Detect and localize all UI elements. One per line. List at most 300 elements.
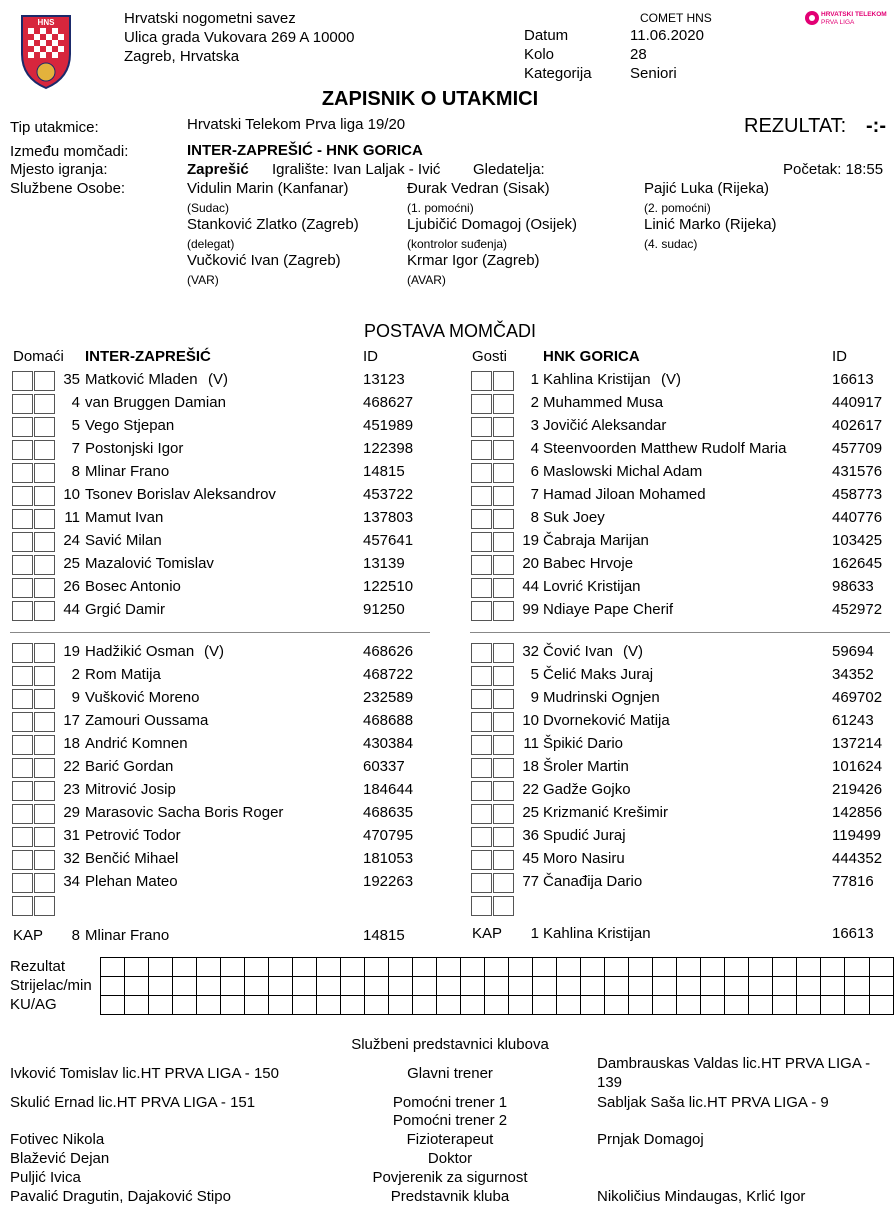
player-id: 431576 bbox=[832, 463, 883, 480]
score-grid-cell[interactable] bbox=[557, 996, 581, 1015]
score-grid-cell[interactable] bbox=[749, 996, 773, 1015]
score-grid-cell[interactable] bbox=[293, 977, 317, 996]
score-grid-cell[interactable] bbox=[533, 958, 557, 977]
score-grid-cell[interactable] bbox=[461, 958, 485, 977]
score-grid-cell[interactable] bbox=[797, 996, 821, 1015]
score-grid-cell[interactable] bbox=[101, 958, 125, 977]
player-mark: (V) bbox=[204, 643, 224, 660]
player-id: 440776 bbox=[832, 509, 883, 526]
score-grid-cell[interactable] bbox=[173, 958, 197, 977]
score-grid-cell[interactable] bbox=[197, 977, 221, 996]
score-grid-cell[interactable] bbox=[221, 958, 245, 977]
player-checkbox[interactable] bbox=[471, 712, 492, 732]
player-id: 162645 bbox=[832, 555, 883, 572]
player-id: 13123 bbox=[363, 371, 405, 388]
player-checkbox[interactable] bbox=[12, 578, 33, 598]
player-number: 23 bbox=[63, 781, 80, 798]
score-grid-cell[interactable] bbox=[437, 996, 461, 1015]
player-number: 9 bbox=[71, 689, 80, 706]
score-grid-cell[interactable] bbox=[125, 977, 149, 996]
score-grid-cell[interactable] bbox=[269, 958, 293, 977]
player-number: 5 bbox=[530, 666, 539, 683]
player-id: 184644 bbox=[363, 781, 414, 798]
home-team-name: INTER-ZAPREŠIĆ bbox=[85, 348, 211, 365]
player-id: 91250 bbox=[363, 601, 405, 618]
player-checkbox[interactable] bbox=[12, 440, 33, 460]
score-grid-cell[interactable] bbox=[485, 996, 509, 1015]
player-number: 3 bbox=[530, 417, 539, 434]
player-number: 10 bbox=[63, 486, 80, 503]
player-name: Savić Milan bbox=[85, 532, 162, 549]
player-checkbox[interactable] bbox=[12, 850, 33, 870]
player-id: 119499 bbox=[832, 827, 881, 844]
rep-home: Puljić Ivica bbox=[10, 1169, 81, 1186]
rep-away: Dambrauskas Valdas lic.HT PRVA LIGA - 139 bbox=[597, 1055, 871, 1091]
player-id: 101624 bbox=[832, 758, 883, 775]
score-grid-cell[interactable] bbox=[653, 958, 677, 977]
player-number: 44 bbox=[63, 601, 80, 618]
score-grid-cell[interactable] bbox=[413, 958, 437, 977]
score-grid-cell[interactable] bbox=[365, 977, 389, 996]
score-grid-cell[interactable] bbox=[461, 996, 485, 1015]
player-id: 16613 bbox=[832, 371, 874, 388]
score-grid-cell[interactable] bbox=[869, 958, 894, 977]
player-name: Špikić Dario bbox=[543, 735, 624, 752]
player-id: 181053 bbox=[363, 850, 414, 867]
score-grid-cell[interactable] bbox=[485, 958, 509, 977]
away-id-header: ID bbox=[832, 348, 847, 365]
score-grid-cell[interactable] bbox=[509, 958, 533, 977]
club-reps-title: Službeni predstavnici klubova bbox=[351, 1036, 549, 1053]
player-name: Moro Nasiru bbox=[543, 850, 625, 867]
datum-value: 11.06.2020 bbox=[630, 27, 704, 44]
player-checkbox[interactable] bbox=[34, 896, 55, 916]
player-number: 22 bbox=[63, 758, 80, 775]
player-checkbox[interactable] bbox=[12, 781, 33, 801]
player-name: Grgić Damir bbox=[85, 601, 166, 618]
player-checkbox[interactable] bbox=[12, 486, 33, 506]
official-name: Krmar Igor (Zagreb) bbox=[407, 252, 540, 269]
player-name: Bosec Antonio bbox=[85, 578, 181, 595]
score-grid-cell[interactable] bbox=[677, 977, 701, 996]
player-checkbox[interactable] bbox=[12, 827, 33, 847]
player-name: Tsonev Borislav Aleksandrov bbox=[85, 486, 276, 503]
score-grid-cell[interactable] bbox=[581, 977, 605, 996]
official-role: (Sudac) bbox=[187, 201, 230, 215]
score-grid-cell[interactable] bbox=[701, 996, 725, 1015]
score-grid-cell[interactable] bbox=[197, 958, 221, 977]
grid-label-strijelac: Strijelac/min bbox=[10, 977, 92, 994]
away-kap-id: 16613 bbox=[832, 925, 874, 942]
official-role: (2. pomoćni) bbox=[644, 201, 711, 215]
home-kap-num: 8 bbox=[71, 927, 80, 944]
player-number: 77 bbox=[522, 873, 539, 890]
score-grid-cell[interactable] bbox=[581, 958, 605, 977]
rep-role: Pomoćni trener 2 bbox=[392, 1112, 508, 1129]
score-grid-cell[interactable] bbox=[773, 977, 797, 996]
score-grid-cell[interactable] bbox=[845, 977, 869, 996]
score-grid-cell[interactable] bbox=[317, 958, 341, 977]
score-grid-cell[interactable] bbox=[725, 958, 749, 977]
rep-role: Doktor bbox=[427, 1150, 473, 1167]
official-name: Linić Marko (Rijeka) bbox=[644, 216, 777, 233]
score-grid-cell[interactable] bbox=[509, 977, 533, 996]
score-grid-cell[interactable] bbox=[269, 977, 293, 996]
score-grid-cell[interactable] bbox=[317, 996, 341, 1015]
player-id: 34352 bbox=[832, 666, 874, 683]
system-label: COMET HNS bbox=[640, 11, 712, 25]
score-grid-cell[interactable] bbox=[389, 977, 413, 996]
score-grid-cell[interactable] bbox=[437, 977, 461, 996]
score-grid-cell[interactable] bbox=[245, 958, 269, 977]
player-id: 402617 bbox=[832, 417, 883, 434]
score-grid-cell[interactable] bbox=[221, 977, 245, 996]
player-id: 453722 bbox=[363, 486, 414, 503]
player-name: Mitrović Josip bbox=[85, 781, 176, 798]
score-grid-cell[interactable] bbox=[677, 996, 701, 1015]
player-checkbox[interactable] bbox=[471, 689, 492, 709]
player-number: 32 bbox=[522, 643, 539, 660]
rep-away: Prnjak Domagoj bbox=[597, 1131, 704, 1148]
player-checkbox[interactable] bbox=[12, 666, 33, 686]
rep-away: Sabljak Saša lic.HT PRVA LIGA - 9 bbox=[597, 1094, 829, 1111]
player-id: 219426 bbox=[832, 781, 883, 798]
score-grid-cell[interactable] bbox=[629, 958, 653, 977]
score-grid-cell[interactable] bbox=[389, 958, 413, 977]
home-label: Domaći bbox=[13, 348, 64, 365]
score-grid-cell[interactable] bbox=[773, 958, 797, 977]
hns-crest-logo bbox=[20, 14, 72, 90]
score-grid-cell[interactable] bbox=[821, 958, 845, 977]
player-number: 99 bbox=[522, 601, 539, 618]
player-id: 470795 bbox=[363, 827, 414, 844]
official-role: (delegat) bbox=[187, 237, 235, 251]
rep-home: Pavalić Dragutin, Dajaković Stipo bbox=[10, 1188, 231, 1205]
player-id: 77816 bbox=[832, 873, 874, 890]
score-grid-cell[interactable] bbox=[293, 958, 317, 977]
lineup-title: POSTAVA MOMČADI bbox=[363, 321, 537, 341]
score-grid-cell[interactable] bbox=[773, 996, 797, 1015]
away-separator bbox=[470, 632, 890, 633]
player-name: Petrović Todor bbox=[85, 827, 181, 844]
org-name: Hrvatski nogometni savez bbox=[124, 10, 296, 27]
player-number: 22 bbox=[522, 781, 539, 798]
sluzbene-label: Službene Osobe: bbox=[10, 180, 126, 197]
player-number: 45 bbox=[522, 850, 539, 867]
score-grid-cell[interactable] bbox=[869, 977, 894, 996]
player-checkbox[interactable] bbox=[12, 712, 33, 732]
rezultat-value: -:- bbox=[866, 115, 886, 137]
player-number: 18 bbox=[522, 758, 539, 775]
rep-home: Fotivec Nikola bbox=[10, 1131, 105, 1148]
player-id: 469702 bbox=[832, 689, 883, 706]
score-grid-cell[interactable] bbox=[797, 977, 821, 996]
player-checkbox[interactable] bbox=[471, 532, 492, 552]
player-number: 10 bbox=[522, 712, 539, 729]
player-name: Dvorneković Matija bbox=[543, 712, 670, 729]
player-id: 192263 bbox=[363, 873, 414, 890]
player-checkbox[interactable] bbox=[471, 735, 492, 755]
player-name: Vego Stjepan bbox=[85, 417, 175, 434]
player-id: 468626 bbox=[363, 643, 414, 660]
home-kap-label: KAP bbox=[13, 927, 44, 944]
kategorija-value: Seniori bbox=[630, 65, 677, 82]
score-grid-cell[interactable] bbox=[869, 996, 894, 1015]
kategorija-label: Kategorija bbox=[524, 65, 592, 82]
home-kap-name: Mlinar Frano bbox=[85, 927, 170, 944]
player-checkbox[interactable] bbox=[12, 735, 33, 755]
score-grid-cell[interactable] bbox=[173, 977, 197, 996]
player-checkbox[interactable] bbox=[471, 873, 492, 893]
score-grid-cell[interactable] bbox=[413, 977, 437, 996]
home-id-header: ID bbox=[363, 348, 378, 365]
player-name: Andrić Komnen bbox=[85, 735, 188, 752]
player-id: 451989 bbox=[363, 417, 414, 434]
player-number: 8 bbox=[71, 463, 80, 480]
score-grid-cell[interactable] bbox=[389, 996, 413, 1015]
player-checkbox[interactable] bbox=[471, 394, 492, 414]
player-number: 6 bbox=[530, 463, 539, 480]
player-name: Hadžikić Osman bbox=[85, 643, 195, 660]
score-grid-cell[interactable] bbox=[557, 977, 581, 996]
player-checkbox[interactable] bbox=[12, 896, 33, 916]
player-name: Plehan Mateo bbox=[85, 873, 178, 890]
score-grid-cell[interactable] bbox=[821, 996, 845, 1015]
grid-label-kuag: KU/AG bbox=[10, 996, 57, 1013]
player-checkbox[interactable] bbox=[12, 804, 33, 824]
score-grid-cell[interactable] bbox=[365, 996, 389, 1015]
score-grid-cell[interactable] bbox=[173, 996, 197, 1015]
player-mark: (V) bbox=[661, 371, 681, 388]
score-grid-cell[interactable] bbox=[605, 958, 629, 977]
player-id: 457641 bbox=[363, 532, 414, 549]
player-checkbox[interactable] bbox=[12, 417, 33, 437]
kolo-label: Kolo bbox=[524, 46, 555, 63]
score-grid-cell[interactable] bbox=[317, 977, 341, 996]
player-checkbox[interactable] bbox=[12, 689, 33, 709]
score-grid-row bbox=[101, 977, 894, 996]
player-number: 19 bbox=[522, 532, 539, 549]
score-grid-cell[interactable] bbox=[677, 958, 701, 977]
player-checkbox[interactable] bbox=[471, 758, 492, 778]
player-checkbox[interactable] bbox=[12, 555, 33, 575]
player-checkbox[interactable] bbox=[12, 394, 33, 414]
score-grid-cell[interactable] bbox=[413, 996, 437, 1015]
score-grid-cell[interactable] bbox=[269, 996, 293, 1015]
player-number: 25 bbox=[63, 555, 80, 572]
player-checkbox[interactable] bbox=[471, 896, 492, 916]
score-grid-cell[interactable] bbox=[101, 996, 125, 1015]
player-id: 232589 bbox=[363, 689, 414, 706]
player-name: Mazalović Tomislav bbox=[85, 555, 214, 572]
org-address: Ulica grada Vukovara 269 A 10000 bbox=[124, 29, 355, 46]
official-role: (VAR) bbox=[187, 273, 219, 287]
player-id: 13139 bbox=[363, 555, 405, 572]
score-grid-cell[interactable] bbox=[797, 958, 821, 977]
score-grid-cell[interactable] bbox=[341, 996, 365, 1015]
official-role: (AVAR) bbox=[407, 273, 446, 287]
player-checkbox[interactable] bbox=[493, 896, 514, 916]
player-checkbox[interactable] bbox=[471, 601, 492, 621]
player-number: 2 bbox=[71, 666, 80, 683]
player-name: Babec Hrvoje bbox=[543, 555, 634, 572]
player-number: 35 bbox=[63, 371, 80, 388]
rep-away: Nikoličius Mindaugas, Krlić Igor bbox=[597, 1188, 806, 1205]
score-grid-cell[interactable] bbox=[149, 996, 173, 1015]
player-name: Krizmanić Krešimir bbox=[543, 804, 669, 821]
player-number: 4 bbox=[530, 440, 539, 457]
score-grid-cell[interactable] bbox=[629, 996, 653, 1015]
score-grid-cell[interactable] bbox=[437, 958, 461, 977]
score-grid-cell[interactable] bbox=[701, 958, 725, 977]
player-id: 61243 bbox=[832, 712, 874, 729]
player-name: Steenvoorden Matthew Rudolf Maria bbox=[543, 440, 787, 457]
score-grid-cell[interactable] bbox=[245, 996, 269, 1015]
away-kap-num: 1 bbox=[530, 925, 539, 942]
score-grid-cell[interactable] bbox=[725, 996, 749, 1015]
player-name: Postonjski Igor bbox=[85, 440, 184, 457]
score-grid-cell[interactable] bbox=[125, 996, 149, 1015]
official-name: Vučković Ivan (Zagreb) bbox=[187, 252, 341, 269]
score-grid-row bbox=[101, 996, 894, 1015]
player-name: Spudić Juraj bbox=[543, 827, 626, 844]
player-id: 468722 bbox=[363, 666, 414, 683]
player-checkbox[interactable] bbox=[471, 417, 492, 437]
player-checkbox[interactable] bbox=[12, 532, 33, 552]
score-grid-cell[interactable] bbox=[221, 996, 245, 1015]
player-name: Marasovic Sacha Boris Roger bbox=[85, 804, 284, 821]
score-grid-cell[interactable] bbox=[509, 996, 533, 1015]
score-grid-cell[interactable] bbox=[749, 977, 773, 996]
player-checkbox[interactable] bbox=[12, 509, 33, 529]
score-grid[interactable] bbox=[100, 957, 894, 1015]
player-name: Čanađija Dario bbox=[543, 873, 643, 890]
score-grid-cell[interactable] bbox=[245, 977, 269, 996]
tip-label: Tip utakmice: bbox=[10, 119, 99, 136]
player-checkbox[interactable] bbox=[12, 873, 33, 893]
player-number: 11 bbox=[523, 735, 539, 752]
player-checkbox[interactable] bbox=[471, 827, 492, 847]
igraliste: Igralište: Ivan Laljak - Ivić bbox=[272, 161, 441, 178]
player-name: Mlinar Frano bbox=[85, 463, 170, 480]
score-grid-cell[interactable] bbox=[653, 977, 677, 996]
pocetak: Početak: 18:55 bbox=[783, 161, 884, 178]
score-grid-cell[interactable] bbox=[557, 958, 581, 977]
player-id: 468635 bbox=[363, 804, 414, 821]
player-name: Čović Ivan bbox=[543, 643, 614, 660]
player-name: Muhammed Musa bbox=[543, 394, 664, 411]
teams-value: INTER-ZAPREŠIĆ - HNK GORICA bbox=[187, 142, 423, 159]
home-kap-id: 14815 bbox=[363, 927, 405, 944]
player-checkbox[interactable] bbox=[12, 758, 33, 778]
score-grid-cell[interactable] bbox=[149, 958, 173, 977]
score-grid-cell[interactable] bbox=[821, 977, 845, 996]
score-grid-cell[interactable] bbox=[341, 958, 365, 977]
player-number: 32 bbox=[63, 850, 80, 867]
player-checkbox[interactable] bbox=[471, 440, 492, 460]
gledatelja: Gledatelja: bbox=[473, 161, 545, 178]
score-grid-cell[interactable] bbox=[293, 996, 317, 1015]
score-grid-cell[interactable] bbox=[533, 977, 557, 996]
player-checkbox[interactable] bbox=[12, 371, 33, 391]
score-grid-cell[interactable] bbox=[725, 977, 749, 996]
player-checkbox[interactable] bbox=[12, 463, 33, 483]
score-grid-cell[interactable] bbox=[605, 977, 629, 996]
official-name: Vidulin Marin (Kanfanar) bbox=[187, 180, 349, 197]
player-name: Ndiaye Pape Cherif bbox=[543, 601, 674, 618]
player-id: 452972 bbox=[832, 601, 883, 618]
score-grid-cell[interactable] bbox=[125, 958, 149, 977]
player-checkbox[interactable] bbox=[471, 486, 492, 506]
player-checkbox[interactable] bbox=[471, 804, 492, 824]
official-name: Đurak Vedran (Sisak) bbox=[407, 180, 550, 197]
player-name: Benčić Mihael bbox=[85, 850, 179, 867]
player-checkbox[interactable] bbox=[12, 643, 33, 663]
score-grid-cell[interactable] bbox=[341, 977, 365, 996]
player-checkbox[interactable] bbox=[471, 371, 492, 391]
izmedu-label: Između momčadi: bbox=[10, 143, 129, 160]
score-grid-cell[interactable] bbox=[629, 977, 653, 996]
away-kap-name: Kahlina Kristijan bbox=[543, 925, 651, 942]
score-grid-cell[interactable] bbox=[845, 958, 869, 977]
player-name: Lovrić Kristijan bbox=[543, 578, 641, 595]
document-title: ZAPISNIK O UTAKMICI bbox=[321, 88, 539, 110]
score-grid-cell[interactable] bbox=[701, 977, 725, 996]
player-checkbox[interactable] bbox=[471, 643, 492, 663]
player-name: Mudrinski Ognjen bbox=[543, 689, 660, 706]
player-checkbox[interactable] bbox=[471, 781, 492, 801]
player-id: 457709 bbox=[832, 440, 883, 457]
tip-value: Hrvatski Telekom Prva liga 19/20 bbox=[187, 116, 406, 133]
score-grid-cell[interactable] bbox=[605, 996, 629, 1015]
score-grid-cell[interactable] bbox=[653, 996, 677, 1015]
player-number: 7 bbox=[71, 440, 80, 457]
player-checkbox[interactable] bbox=[471, 555, 492, 575]
player-id: 59694 bbox=[832, 643, 874, 660]
score-grid-cell[interactable] bbox=[101, 977, 125, 996]
player-checkbox[interactable] bbox=[471, 850, 492, 870]
partner-logo-line-1: HRVATSKI TELEKOM bbox=[821, 11, 887, 18]
player-name: Kahlina Kristijan bbox=[543, 371, 651, 388]
player-checkbox[interactable] bbox=[471, 463, 492, 483]
player-checkbox[interactable] bbox=[471, 509, 492, 529]
player-mark: (V) bbox=[623, 643, 643, 660]
player-number: 25 bbox=[522, 804, 539, 821]
player-id: 458773 bbox=[832, 486, 883, 503]
away-kap-label: KAP bbox=[472, 925, 503, 942]
score-grid-cell[interactable] bbox=[749, 958, 773, 977]
player-number: 34 bbox=[63, 873, 80, 890]
player-name: van Bruggen Damian bbox=[85, 394, 226, 411]
score-grid-cell[interactable] bbox=[365, 958, 389, 977]
score-grid-cell[interactable] bbox=[149, 977, 173, 996]
grid-label-rezultat: Rezultat bbox=[10, 958, 66, 975]
player-id: 440917 bbox=[832, 394, 883, 411]
player-checkbox[interactable] bbox=[471, 666, 492, 686]
score-grid-cell[interactable] bbox=[845, 996, 869, 1015]
score-grid-cell[interactable] bbox=[461, 977, 485, 996]
player-name: Maslowski Michal Adam bbox=[543, 463, 703, 480]
player-checkbox[interactable] bbox=[471, 578, 492, 598]
player-checkbox[interactable] bbox=[12, 601, 33, 621]
score-grid-cell[interactable] bbox=[485, 977, 509, 996]
player-id: 98633 bbox=[832, 578, 874, 595]
org-city: Zagreb, Hrvatska bbox=[124, 48, 240, 65]
score-grid-cell[interactable] bbox=[533, 996, 557, 1015]
player-name: Suk Joey bbox=[543, 509, 605, 526]
score-grid-cell[interactable] bbox=[581, 996, 605, 1015]
score-grid-cell[interactable] bbox=[197, 996, 221, 1015]
